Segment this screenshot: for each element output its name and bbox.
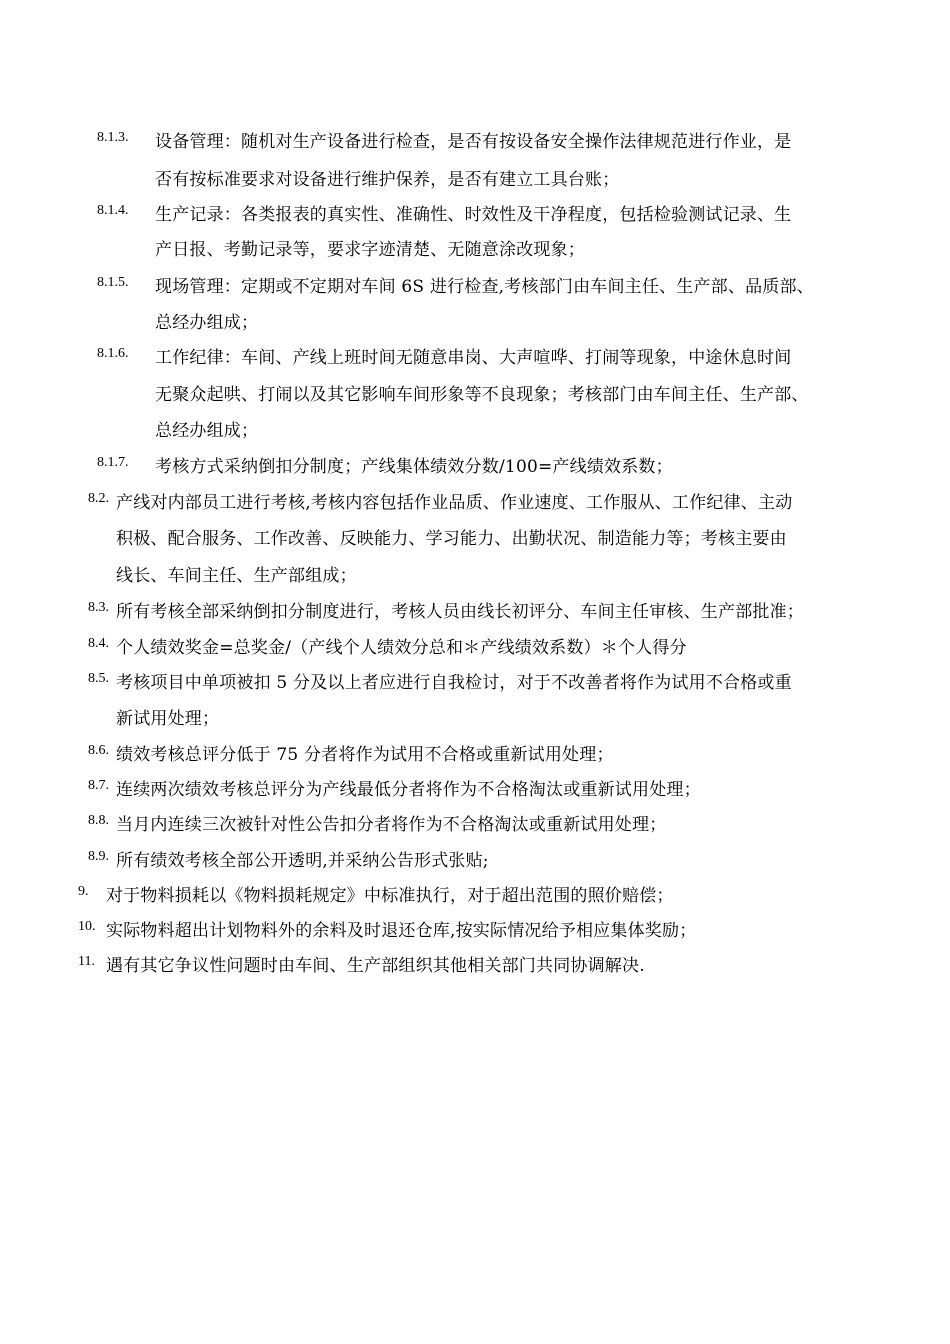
list-item-text-line: 无聚众起哄、打闹以及其它影响车间形象等不良现象；考核部门由车间主任、生产部、 bbox=[155, 385, 809, 405]
list-item-text-line: 实际物料超出计划物料外的余料及时退还仓库,按实际情况给予相应集体奖励； bbox=[106, 921, 697, 941]
list-item-text-line: 产日报、考勤记录等，要求字迹清楚、无随意涂改现象； bbox=[155, 240, 585, 260]
list-item-text-line: 总经办组成； bbox=[155, 421, 259, 441]
list-item-text-line: 所有绩效考核全部公开透明,并采纳公告形式张贴; bbox=[116, 851, 489, 871]
list-item-number: 8.4. bbox=[88, 636, 109, 651]
list-item-number: 8.1.6. bbox=[97, 346, 129, 361]
list-item-number: 8.1.5. bbox=[97, 275, 129, 290]
list-item-number: 8.1.7. bbox=[97, 455, 129, 470]
list-item-number: 8.8. bbox=[88, 813, 109, 828]
list-item-number: 8.5. bbox=[88, 671, 109, 686]
list-item-number: 8.7. bbox=[88, 778, 109, 793]
list-item-text-line: 产线对内部员工进行考核,考核内容包括作业品质、作业速度、工作服从、工作纪律、主动 bbox=[116, 493, 793, 513]
list-item-text-line: 对于物料损耗以《物料损耗规定》中标准执行，对于超出范围的照价赔偿； bbox=[106, 886, 674, 906]
list-item-text-line: 生产记录：各类报表的真实性、准确性、时效性及干净程度，包括检验测试记录、生 bbox=[155, 205, 792, 225]
list-item-number: 9. bbox=[78, 884, 89, 899]
list-item-number: 8.3. bbox=[88, 600, 109, 615]
list-item-text-line: 遇有其它争议性问题时由车间、生产部组织其他相关部门共同协调解决. bbox=[106, 956, 645, 976]
list-item-text-line: 新试用处理； bbox=[116, 709, 220, 729]
list-item-text-line: 考核项目中单项被扣 5 分及以上者应进行自我检讨，对于不改善者将作为试用不合格或重 bbox=[116, 673, 792, 693]
list-item-text-line: 积极、配合服务、工作改善、反映能力、学习能力、出勤状况、制造能力等；考核主要由 bbox=[116, 529, 787, 549]
list-item-text-line: 考核方式采纳倒扣分制度；产线集体绩效分数/100=产线绩效系数； bbox=[155, 457, 673, 477]
list-item-text-line: 工作纪律：车间、产线上班时间无随意串岗、大声喧哗、打闹等现象，中途休息时间 bbox=[155, 348, 792, 368]
list-item-text-line: 否有按标准要求对设备进行维护保养，是否有建立工具台账； bbox=[155, 170, 620, 190]
list-item-number: 8.6. bbox=[88, 743, 109, 758]
list-item-text-line: 线长、车间主任、生产部组成； bbox=[116, 566, 357, 586]
list-item-number: 8.2. bbox=[88, 491, 109, 506]
list-item-number: 10. bbox=[78, 919, 96, 934]
list-item-text-line: 连续两次绩效考核总评分为产线最低分者将作为不合格淘汰或重新试用处理； bbox=[116, 780, 701, 800]
list-item-text-line: 个人绩效奖金=总奖金/（产线个人绩效分总和＊产线绩效系数）＊个人得分 bbox=[116, 638, 687, 658]
list-item-number: 8.9. bbox=[88, 849, 109, 864]
list-item-text-line: 总经办组成； bbox=[155, 313, 259, 333]
list-item-text-line: 设备管理：随机对生产设备进行检查，是否有按设备安全操作法律规范进行作业，是 bbox=[155, 132, 792, 152]
list-item-number: 8.1.3. bbox=[97, 130, 129, 145]
list-item-text-line: 当月内连续三次被针对性公告扣分者将作为不合格淘汰或重新试用处理； bbox=[116, 815, 667, 835]
list-item-text-line: 所有考核全部采纳倒扣分制度进行，考核人员由线长初评分、车间主任审核、生产部批准； bbox=[116, 602, 804, 622]
list-item-text-line: 现场管理：定期或不定期对车间 6S 进行检查,考核部门由车间主任、生产部、品质部、 bbox=[155, 277, 814, 297]
list-item-number: 11. bbox=[78, 954, 95, 969]
list-item-number: 8.1.4. bbox=[97, 203, 129, 218]
list-item-text-line: 绩效考核总评分低于 75 分者将作为试用不合格或重新试用处理； bbox=[116, 745, 614, 765]
